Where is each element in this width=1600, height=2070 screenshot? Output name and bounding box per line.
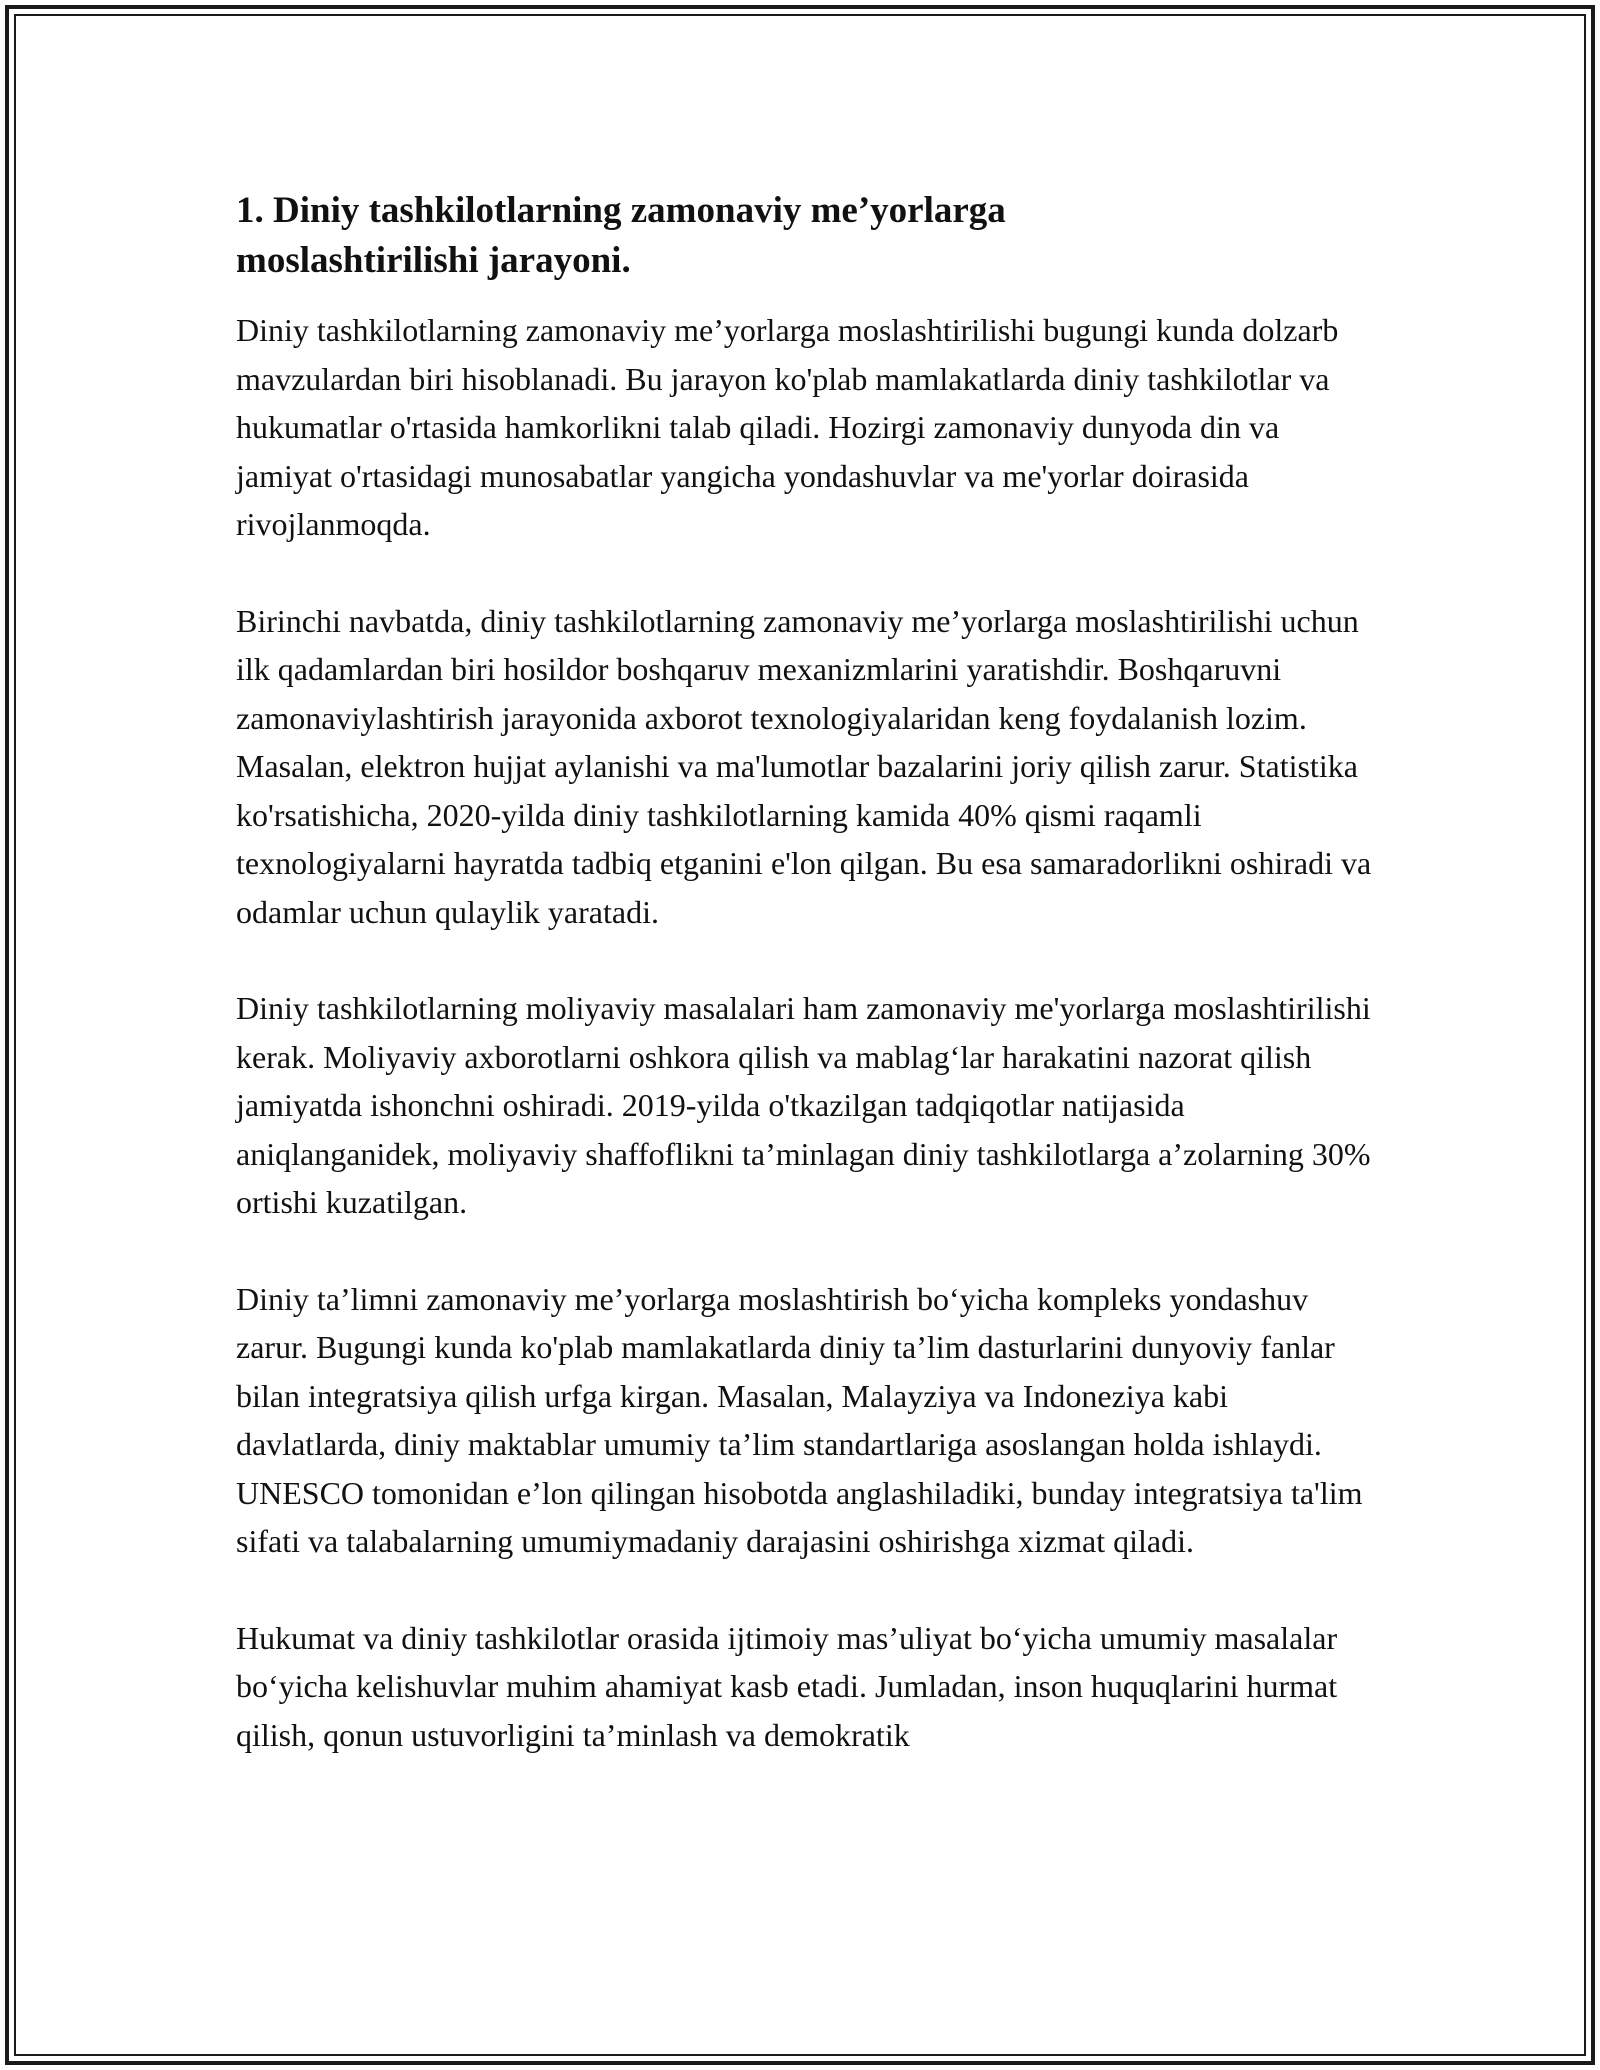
paragraph-2: Birinchi navbatda, diniy tashkilotlarning zamonaviy me’yorlarga moslashtirilishi uchun ilk qadamlardan biri hosildor boshqaruv mexanizmlarini yaratishdir. Boshqaruvni zamonaviylashtirish jarayonida axborot texnologiyalaridan keng foydalanish lozim. Masalan, elektron hujjat aylanishi va ma'lumotlar bazalarini joriy qilish zarur. Statistika ko'rsatishicha, 2020-yilda diniy tashkilotlarning kamida 40% qismi raqamli texnologiyalarni hayratda tadbiq etganini e'lon qilgan. Bu esa samaradorlikni oshiradi va odamlar uchun qulaylik yaratadi. <box>236 602 1372 930</box>
paragraph-3: Diniy tashkilotlarning moliyaviy masalalari ham zamonaviy me'yorlarga moslashtirilishi kerak. Moliyaviy axborotlarni oshkora qilish va mablag‘lar harakatini nazorat qilish jamiyatda ishonchni oshiradi. 2019-yilda o'tkazilgan tadqiqotlar natijasida aniqlanganidek, moliyaviy shaffoflikni ta’minlagan diniy tashkilotlarga a’zolarning 30% ortishi kuzatilgan. <box>236 990 1371 1220</box>
paragraph-1: Diniy tashkilotlarning zamonaviy me’yorlarga moslashtirilishi bugungi kunda dolzarb mavzulardan biri hisoblanadi. Bu jarayon ko'plab mamlakatlarda diniy tashkilotlar va hukumatlar o'rtasida hamkorlikni talab qiladi. Hozirgi zamonaviy dunyoda din va jamiyat o'rtasidagi munosabatlar yangicha yondashuvlar va me'yorlar doirasida rivojlanmoqda. <box>236 312 1339 542</box>
paragraph-5: Hukumat va diniy tashkilotlar orasida ijtimoiy mas’uliyat bo‘yicha umumiy masalalar bo‘yicha kelishuvlar muhim ahamiyat kasb etadi. Jumladan, inson huquqlarini hurmat qilish, qonun ustuvorligini ta’minlash va demokratik <box>236 1619 1338 1753</box>
section-title: 1. Diniy tashkilotlarning zamonaviy me’yorlarga moslashtirilishi jarayoni. <box>236 190 1006 281</box>
paragraph-4: Diniy ta’limni zamonaviy me’yorlarga moslashtirish bo‘yicha kompleks yondashuv zarur. Bugungi kunda ko'plab mamlakatlarda diniy ta’lim dasturlarini dunyoviy fanlar bilan integratsiya qilish urfga kirgan. Masalan, Malayziya va Indoneziya kabi davlatlarda, diniy maktablar umumiy ta’lim standartlariga asoslangan holda ishlaydi. UNESCO tomonidan e’lon qilingan hisobotda anglashiladiki, bunday integratsiya ta'lim sifati va talabalarning umumiymadaniy darajasini oshirishga xizmat qiladi. <box>236 1280 1363 1559</box>
document-body <box>236 186 1372 1807</box>
